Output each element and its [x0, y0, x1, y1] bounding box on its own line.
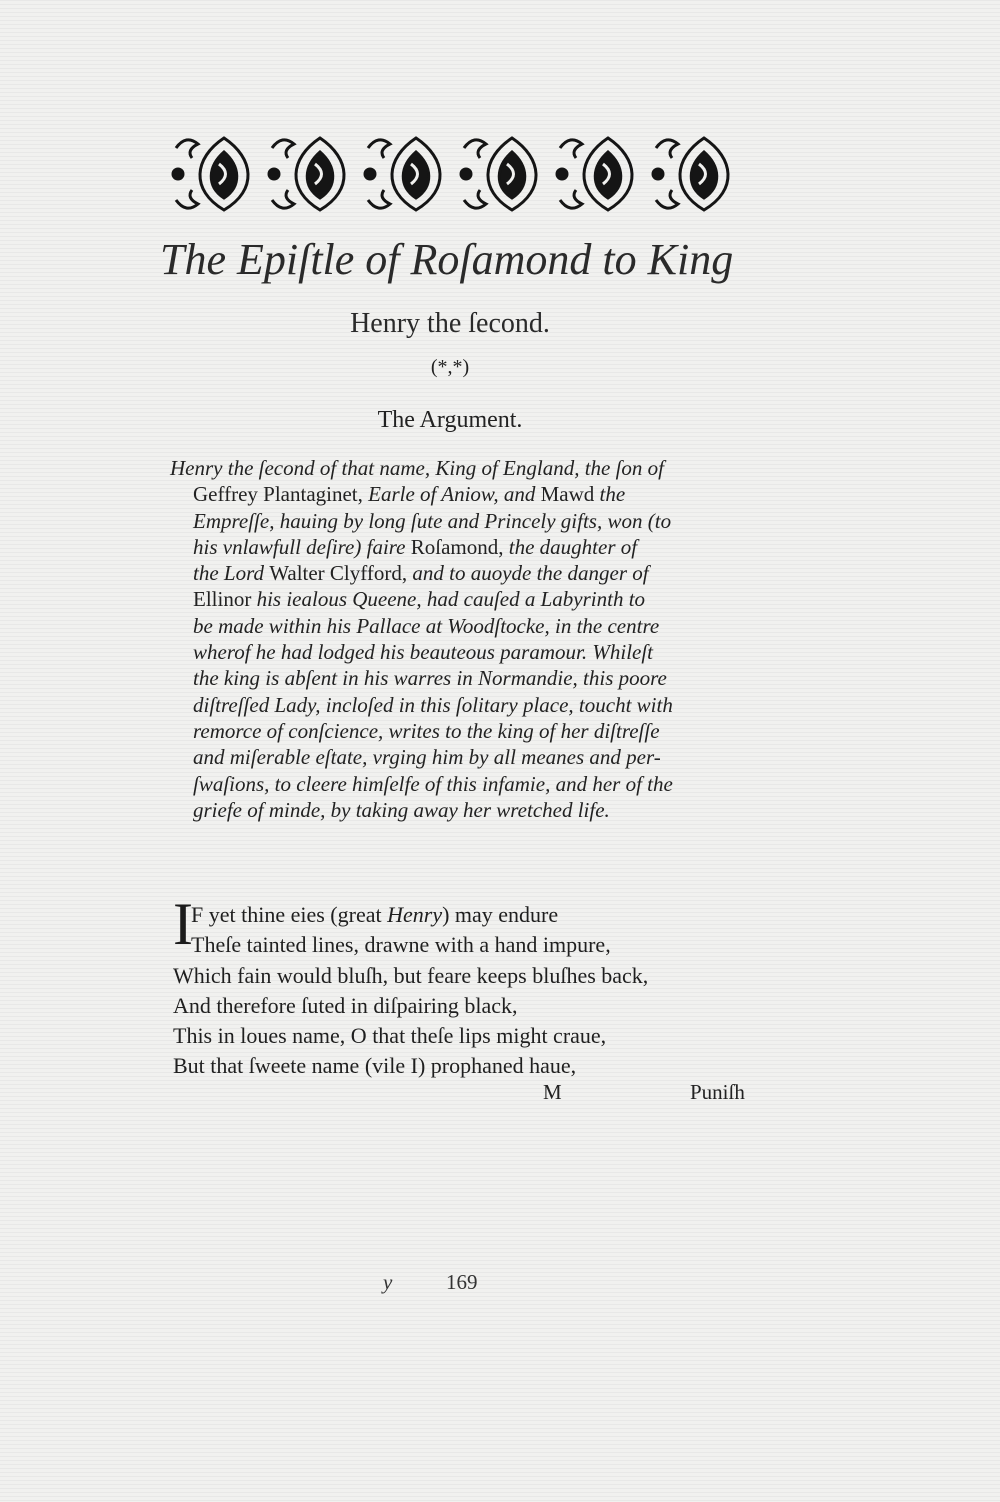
poem-text: Henry — [387, 902, 443, 927]
argument-text: the — [599, 482, 626, 507]
argument-text: Walter Clyfford, — [269, 561, 413, 586]
argument-line — [170, 613, 770, 639]
argument-text: Earle of Aniow, and — [368, 482, 541, 507]
argument-text: Geffrey Plantaginet, — [193, 482, 369, 507]
poem-text: F yet thine eies (great — [191, 902, 388, 927]
argument-text: Mawd — [540, 482, 600, 507]
argument-text: be made within his Pallace at Woodſtocke, in the centre — [193, 613, 660, 638]
argument-line — [170, 560, 770, 586]
page-number: 169 — [446, 1270, 478, 1294]
poem-text: And therefore ſuted in diſpairing black, — [173, 992, 518, 1018]
poem-line — [173, 961, 773, 991]
poem-text: This in loues name, O that theſe lips might craue, — [173, 1023, 607, 1049]
argument-line — [170, 534, 770, 560]
argument-line — [170, 665, 770, 691]
ornament-motif — [653, 138, 728, 210]
ornament-motif — [557, 138, 632, 210]
drop-cap: I — [173, 891, 193, 957]
poem-stanza — [173, 891, 773, 1082]
argument-line — [170, 771, 770, 797]
argument-text: griefe of minde, by taking away her wretched life. — [193, 797, 610, 822]
argument-text: wherof he had lodged his beauteous paramour. Whileſt — [193, 640, 654, 665]
poem-text: But that ſweete name (vile I) prophaned haue, — [173, 1053, 577, 1079]
asterism-mark: (*,*) — [430, 356, 470, 378]
poem-line — [173, 1021, 773, 1051]
signature-mark: M — [543, 1080, 562, 1104]
ornament-motif — [365, 138, 440, 210]
argument-text: Ellinor — [193, 587, 257, 612]
page-title: The Epiſtle of Roſamond to King — [160, 235, 734, 284]
argument-line — [170, 508, 770, 534]
argument-text: ſwaſions, to cleere himſelfe of this infamie, and her of the — [193, 771, 673, 796]
argument-line — [170, 481, 770, 507]
ornament-motif — [173, 138, 248, 210]
argument-line — [170, 455, 770, 481]
argument-paragraph — [170, 455, 770, 823]
argument-text: diſtreſſed Lady, incloſed in this ſolitary place, toucht with — [193, 692, 673, 717]
argument-line — [170, 718, 770, 744]
argument-line — [170, 692, 770, 718]
argument-text: the daughter of — [508, 534, 638, 559]
poem-line — [173, 930, 773, 960]
argument-heading: The Argument. — [377, 407, 523, 433]
argument-text: and to auoyde the danger of — [412, 561, 649, 586]
footer-signature: y — [383, 1270, 393, 1294]
argument-text: and miſerable eſtate, vrging him by all meanes and per- — [193, 745, 661, 770]
argument-text: Empreſſe, hauing by long ſute and Princely gifts, won (to — [193, 508, 672, 533]
argument-text: remorce of conſcience, writes to the king of her diſtreſſe — [193, 718, 660, 743]
poem-line — [173, 900, 773, 930]
argument-text: his vnlawfull deſire) faire — [193, 534, 411, 559]
poem-text: ) may endure — [442, 902, 559, 927]
ornament-motif — [461, 138, 536, 210]
ornament-motif — [269, 138, 344, 210]
page-subtitle: Henry the ſecond. — [350, 308, 550, 339]
argument-line — [170, 639, 770, 665]
argument-text: the king is abſent in his warres in Normandie, this poore — [193, 666, 667, 691]
catchword: Puniſh — [690, 1080, 745, 1104]
poem-text: Theſe tainted lines, drawne with a hand impure, — [191, 932, 611, 958]
argument-text: Roſamond, — [410, 534, 509, 559]
poem-text: Which fain would bluſh, but feare keeps bluſhes back, — [173, 962, 649, 988]
argument-text: the Lord — [193, 561, 270, 586]
argument-line — [170, 586, 770, 612]
poem-line — [173, 1051, 773, 1081]
argument-line — [170, 797, 770, 823]
argument-text: his iealous Queene, had cauſed a Labyrinth to — [256, 587, 646, 612]
ornamental-headpiece — [162, 128, 760, 220]
argument-text: Henry the ſecond of that name, King of England, the ſon of — [170, 456, 665, 480]
argument-line — [170, 744, 770, 770]
poem-line — [173, 991, 773, 1021]
